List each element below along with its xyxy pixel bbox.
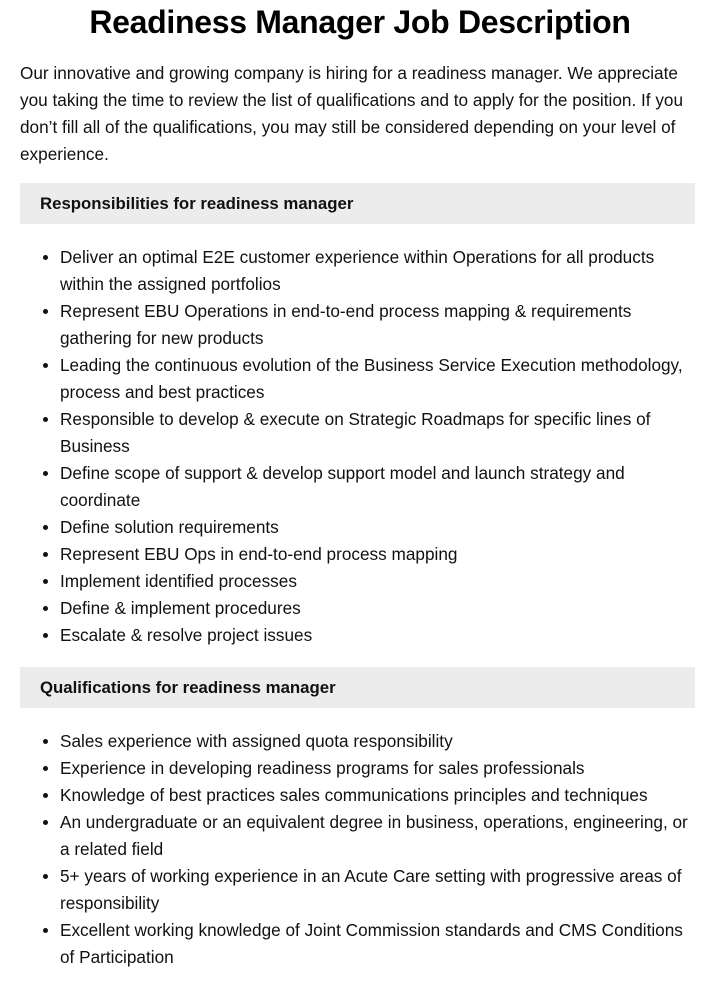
list-item: Sales experience with assigned quota responsibility bbox=[60, 728, 700, 755]
list-item: Define & implement procedures bbox=[60, 595, 700, 622]
qualifications-list bbox=[0, 728, 700, 971]
list-item: Deliver an optimal E2E customer experience within Operations for all products within the assigned portfolios bbox=[60, 244, 700, 298]
intro-paragraph: Our innovative and growing company is hiring for a readiness manager. We appreciate you taking the time to review the list of qualifications and to apply for the position. If you don’t fill all of the qualifications, you may still be considered depending on your level of experience. bbox=[20, 63, 684, 164]
list-item: Represent EBU Ops in end-to-end process mapping bbox=[60, 541, 700, 568]
list-item: Experience in developing readiness programs for sales professionals bbox=[60, 755, 700, 782]
list-item: Represent EBU Operations in end-to-end process mapping & requirements gathering for new products bbox=[60, 298, 700, 352]
list-item: Knowledge of best practices sales communications principles and techniques bbox=[60, 782, 700, 809]
list-item: Escalate & resolve project issues bbox=[60, 622, 700, 649]
list-item: An undergraduate or an equivalent degree in business, operations, engineering, or a related field bbox=[60, 809, 700, 863]
page-title: Readiness Manager Job Description bbox=[89, 4, 631, 40]
list-item: Leading the continuous evolution of the Business Service Execution methodology, process and best practices bbox=[60, 352, 700, 406]
qualifications-heading: Qualifications for readiness manager bbox=[20, 667, 695, 708]
list-item: Excellent working knowledge of Joint Commission standards and CMS Conditions of Participation bbox=[60, 917, 700, 971]
list-item: Define solution requirements bbox=[60, 514, 700, 541]
responsibilities-heading: Responsibilities for readiness manager bbox=[20, 183, 695, 224]
list-item: Implement identified processes bbox=[60, 568, 700, 595]
responsibilities-list bbox=[0, 244, 700, 649]
list-item: Define scope of support & develop support model and launch strategy and coordinate bbox=[60, 460, 700, 514]
list-item: Responsible to develop & execute on Strategic Roadmaps for specific lines of Business bbox=[60, 406, 700, 460]
list-item: 5+ years of working experience in an Acute Care setting with progressive areas of responsibility bbox=[60, 863, 700, 917]
